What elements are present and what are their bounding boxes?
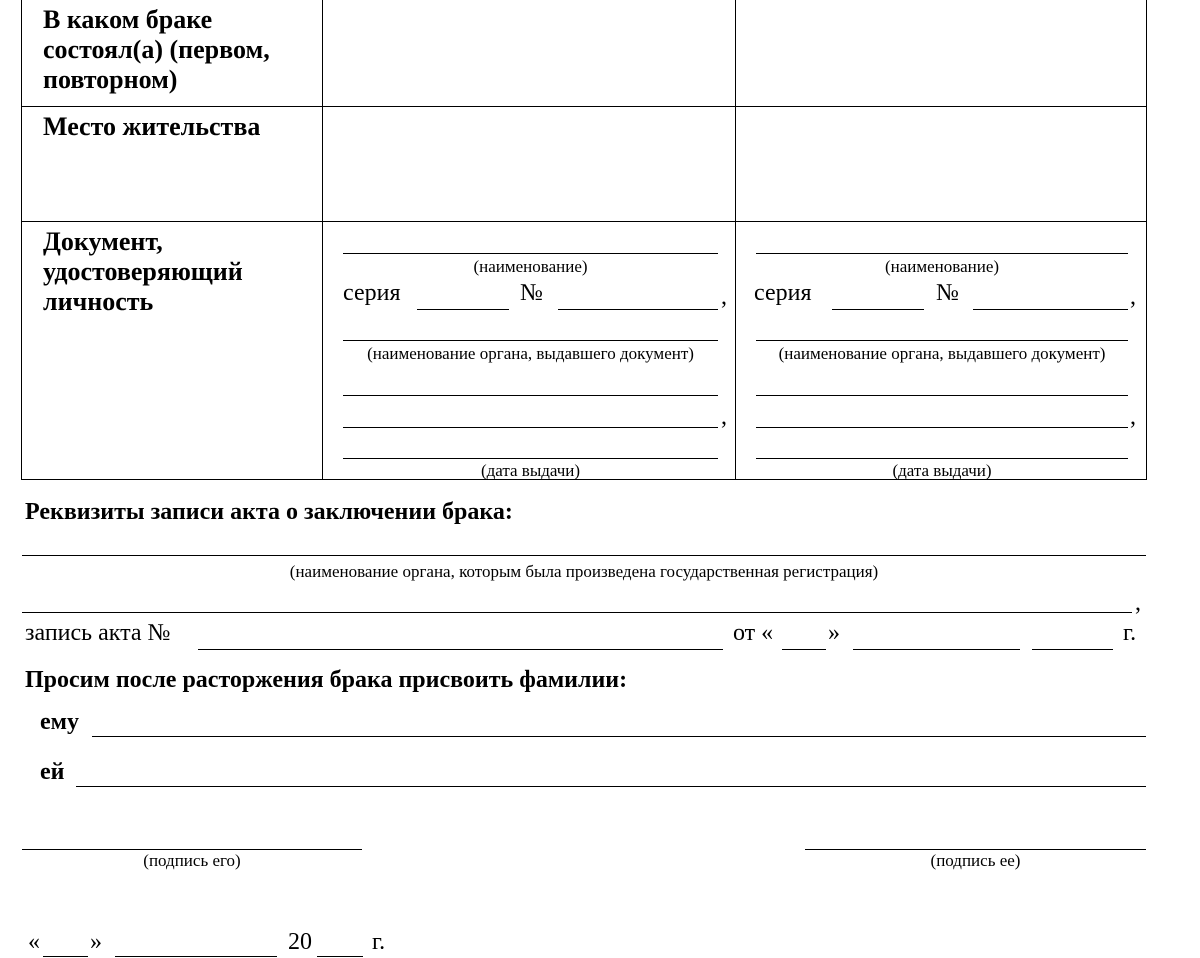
- her-signature-caption: (подпись ее): [930, 851, 1021, 870]
- surname-him-label: ему: [40, 709, 79, 735]
- authority-line-3-his[interactable]: [343, 427, 718, 428]
- her-signature-line[interactable]: [805, 849, 1146, 850]
- spouses-info-table: [21, 0, 1147, 480]
- his-signature-line[interactable]: [22, 849, 362, 850]
- date-close-quote: »: [90, 929, 102, 955]
- registration-comma: ,: [1135, 590, 1141, 616]
- doc-name-line-his[interactable]: [343, 253, 718, 254]
- record-year-line[interactable]: [1032, 649, 1113, 650]
- residence-her-cell[interactable]: [736, 107, 1147, 222]
- record-year-suffix: г.: [1123, 620, 1137, 646]
- authority-caption-his: (наименование органа, выдавшего документ): [367, 344, 694, 363]
- record-from-label: от «: [733, 620, 774, 646]
- surname-her-label: ей: [40, 759, 65, 785]
- series-line-his[interactable]: [417, 309, 509, 310]
- row-label-residence: [22, 107, 323, 222]
- date-open-quote: «: [28, 929, 40, 955]
- comma-series-his: ,: [721, 284, 727, 310]
- row-label-residence-text: Место жительства: [43, 112, 261, 141]
- series-line-her[interactable]: [832, 309, 924, 310]
- doc-name-caption-his: (наименование): [473, 257, 588, 276]
- registration-heading: Реквизиты записи акта о заключении брака:: [25, 499, 513, 525]
- date-month-line[interactable]: [115, 956, 277, 957]
- record-number-label: запись акта №: [25, 620, 171, 646]
- row-label-id-document: [22, 222, 323, 480]
- record-number-line[interactable]: [198, 649, 723, 650]
- authority-line-2-his[interactable]: [343, 395, 718, 396]
- registration-authority-caption: (наименование органа, которым была произведена государственная регистрация): [289, 562, 879, 581]
- date-year-suffix: г.: [372, 929, 386, 955]
- authority-line-her[interactable]: [756, 340, 1128, 341]
- doc-name-line-her[interactable]: [756, 253, 1128, 254]
- doc-name-caption-her: (наименование): [884, 257, 1000, 276]
- authority-line-2-her[interactable]: [756, 395, 1128, 396]
- row-label-marriage-type: [22, 0, 323, 107]
- date-century: 20: [288, 929, 312, 955]
- series-label-her: серия: [754, 280, 812, 306]
- registration-authority-line-2[interactable]: [22, 612, 1132, 613]
- his-signature-caption: (подпись его): [143, 851, 241, 870]
- number-sign-his: №: [520, 280, 543, 306]
- residence-his-cell[interactable]: [323, 107, 736, 222]
- date-line-her[interactable]: [756, 458, 1128, 459]
- her-signature-caption-wrap: [805, 851, 1200, 871]
- comma-series-her: ,: [1130, 284, 1136, 310]
- record-day-line[interactable]: [782, 649, 826, 650]
- authority-caption-her: (наименование органа, выдавшего документ): [778, 344, 1106, 363]
- surname-him-line[interactable]: [92, 736, 1146, 737]
- series-label-his: серия: [343, 280, 401, 306]
- comma-authority-her: ,: [1130, 404, 1136, 430]
- date-day-line[interactable]: [43, 956, 88, 957]
- surnames-heading: Просим после расторжения брака присвоить фамилии:: [25, 667, 628, 693]
- row-label-marriage-type-text: В каком браке состоял(а) (первом, повторном): [43, 5, 270, 94]
- number-sign-her: №: [936, 280, 959, 306]
- number-line-her[interactable]: [973, 309, 1128, 310]
- registration-authority-line[interactable]: [22, 555, 1146, 556]
- record-month-line[interactable]: [853, 649, 1020, 650]
- authority-line-3-her[interactable]: [756, 427, 1128, 428]
- date-year-line[interactable]: [317, 956, 363, 957]
- record-quote-close: »: [828, 620, 840, 646]
- marriage-type-his-cell[interactable]: [323, 0, 736, 107]
- row-label-id-document-text: Документ, удостоверяющий личность: [43, 227, 243, 316]
- authority-line-his[interactable]: [343, 340, 718, 341]
- date-caption-her: (дата выдачи): [892, 461, 992, 480]
- date-caption-his: (дата выдачи): [480, 461, 581, 480]
- date-line-his[interactable]: [343, 458, 718, 459]
- comma-authority-his: ,: [721, 404, 727, 430]
- marriage-type-her-cell[interactable]: [736, 0, 1147, 107]
- number-line-his[interactable]: [558, 309, 718, 310]
- surname-her-line[interactable]: [76, 786, 1146, 787]
